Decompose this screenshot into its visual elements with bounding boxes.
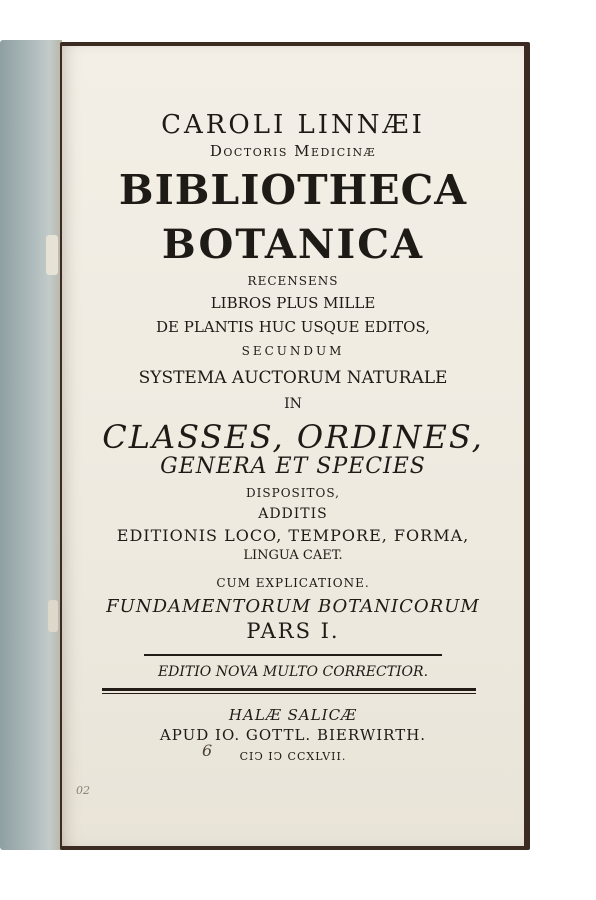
spine-damage — [46, 235, 58, 275]
subtitle-dispositos: DISPOSITOS, — [246, 486, 340, 500]
subtitle-fundamentorum: FUNDAMENTORUM BOTANICORUM — [106, 596, 480, 617]
subtitle-genera: GENERA ET SPECIES — [160, 454, 426, 479]
title-page — [62, 46, 524, 846]
subtitle-libros: LIBROS PLUS MILLE — [210, 294, 376, 312]
imprint-place: HALÆ SALICÆ — [228, 706, 358, 724]
subtitle-secundum: SECUNDUM — [241, 344, 345, 358]
edition-note: EDITIO NOVA MULTO CORRECTIOR. — [157, 664, 429, 680]
subtitle-cum-explicatione: CUM EXPLICATIONE. — [216, 576, 370, 590]
margin-note: 02 — [76, 784, 90, 797]
subtitle-additis: ADDITIS — [258, 506, 328, 522]
book-spine — [0, 40, 62, 850]
imprint-date: CIↃ IↃ CCXLVII. — [239, 750, 347, 763]
divider-rule — [144, 654, 442, 656]
author-title: Doctoris Medicinæ — [209, 142, 377, 160]
subtitle-in: IN — [284, 396, 302, 412]
imprint-publisher: APUD IO. GOTTL. BIERWIRTH. — [159, 726, 427, 744]
volume-part: PARS I. — [246, 619, 340, 643]
author-name: CAROLI LINNÆI — [161, 110, 425, 140]
subtitle-lingua: LINGUA CAET. — [243, 548, 343, 563]
double-rule-thin — [102, 693, 476, 694]
book-title-line1: BIBLIOTHECA — [118, 166, 468, 214]
subtitle-classes: CLASSES, ORDINES, — [102, 418, 484, 456]
handwritten-mark: 6 — [202, 741, 213, 760]
subtitle-recensens: RECENSENS — [247, 274, 339, 288]
double-rule-thick — [102, 688, 476, 691]
book-title-line2: BOTANICA — [161, 221, 425, 268]
subtitle-editionis: EDITIONIS LOCO, TEMPORE, FORMA, — [116, 526, 470, 545]
subtitle-systema: SYSTEMA AUCTORUM NATURALE — [138, 368, 448, 388]
spine-damage — [48, 600, 58, 632]
subtitle-de-plantis: DE PLANTIS HUC USQUE EDITOS, — [156, 318, 430, 336]
